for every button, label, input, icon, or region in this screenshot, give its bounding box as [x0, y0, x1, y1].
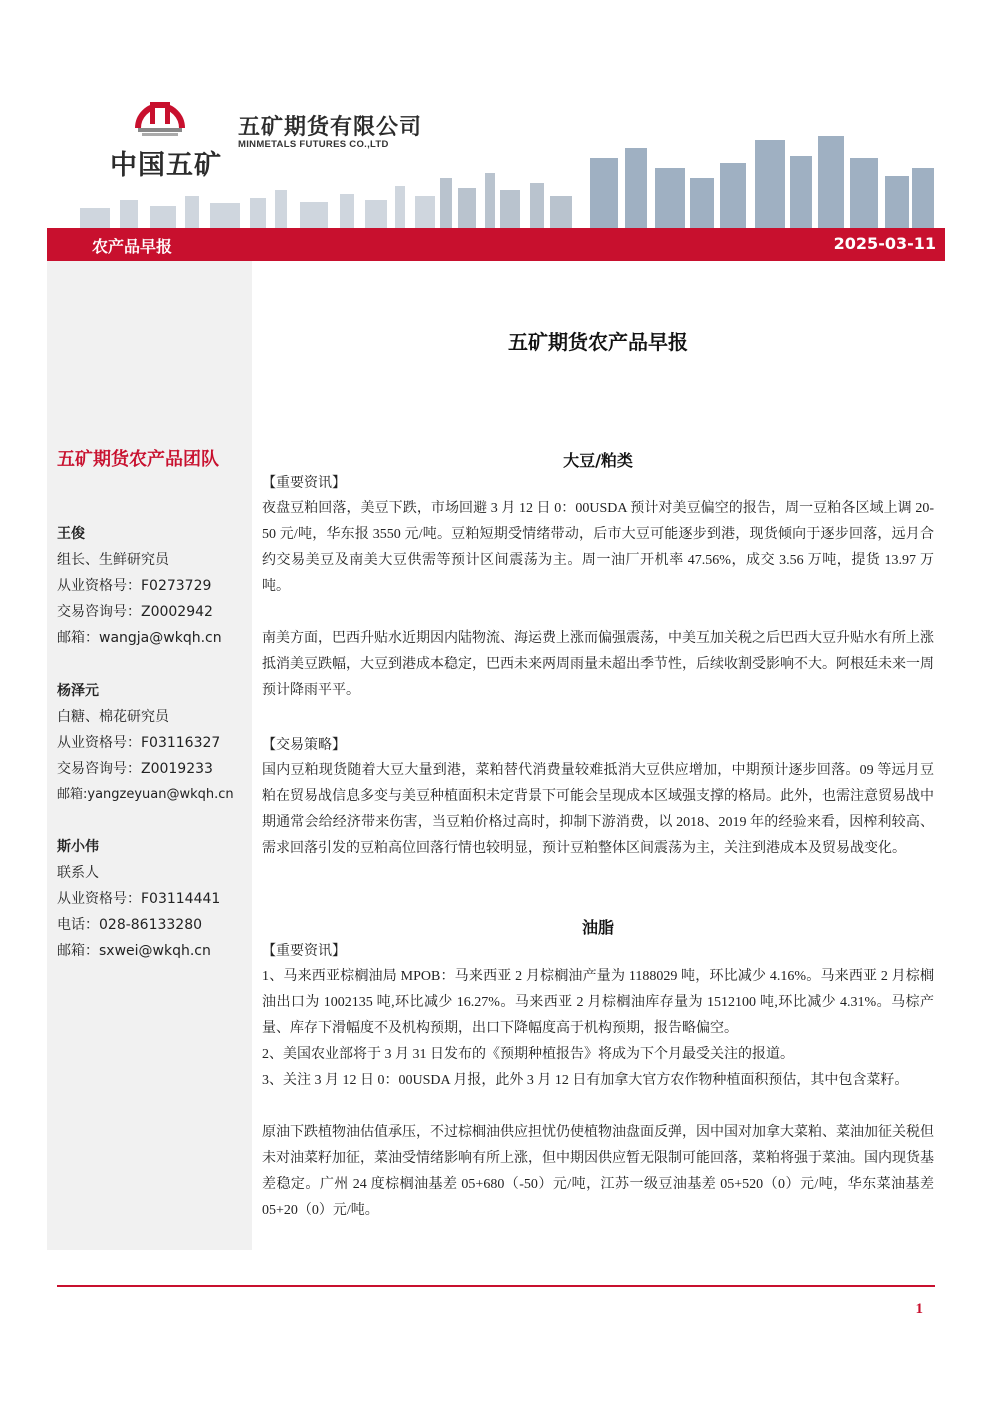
member-name: 王俊	[57, 526, 85, 542]
member-role: 联系人	[57, 865, 99, 881]
team-member	[57, 834, 220, 964]
company-name-cn: 五矿期货有限公司	[238, 115, 423, 140]
news-paragraph: 夜盘豆粕回落，美豆下跌，市场回避 3 月 12 日 0：00USDA 预计对美豆偏空的报告，周一豆粕各区域上调 20-50 元/吨，华东报 3550 元/吨。豆粕短期受情绪带动，后市大豆可能逐步到港，现货倾向于逐步回落，远月合约交易美豆及南美大豆供需等预计区间震荡为主。周一油厂开机率 47.56%，成交 3.56 万吨，提货 13.97 万吨。	[262, 501, 934, 594]
city-skyline-decoration	[60, 128, 940, 228]
member-cert: 从业资格号：F03116327	[57, 735, 221, 751]
news-item: 1、马来西亚棕榈油局 MPOB：马来西亚 2 月棕榈油产量为 1188029 吨，环比减少 4.16%。马来西亚 2 月棕榈油出口为 1002135 吨,环比减少 16.27%。马来西亚 2 月棕榈油库存量为 1512100 吨,环比减少 4.31%。马棕产量、库存下滑幅度不及机构预期，出口下降幅度高于机构预期，报告略偏空。	[262, 969, 934, 1036]
member-advisor-no: 交易咨询号：Z0002942	[57, 604, 213, 620]
member-role: 组长、生鲜研究员	[57, 552, 169, 568]
page-title: 五矿期货农产品早报	[508, 330, 688, 354]
group-logo-text: 中国五矿	[110, 150, 222, 181]
footer-divider	[57, 1285, 935, 1287]
team-title: 五矿期货农产品团队	[57, 449, 219, 470]
member-name: 斯小伟	[57, 839, 99, 855]
member-name: 杨泽元	[57, 683, 99, 699]
news-tag: 【重要资讯】	[262, 475, 346, 491]
member-email: 邮箱：wangja@wkqh.cn	[57, 630, 222, 646]
member-role: 白糖、棉花研究员	[57, 709, 169, 725]
member-email: 邮箱：sxwei@wkqh.cn	[57, 943, 211, 959]
report-date: 2025-03-11	[833, 234, 936, 253]
member-cert: 从业资格号：F0273729	[57, 578, 212, 594]
member-email: 邮箱:yangzeyuan@wkqh.cn	[57, 787, 234, 802]
member-phone: 电话：028-86133280	[57, 917, 203, 933]
news-item: 3、关注 3 月 12 日 0：00USDA 月报，此外 3 月 12 日有加拿大官方农作物种植面积预估，其中包含菜籽。	[262, 1073, 909, 1088]
team-member	[57, 678, 234, 808]
member-advisor-no: 交易咨询号：Z0019233	[57, 761, 213, 777]
member-cert: 从业资格号：F03114441	[57, 891, 221, 907]
company-name-en: MINMETALS FUTURES CO.,LTD	[238, 139, 389, 150]
team-member	[57, 521, 222, 651]
news-item: 2、美国农业部将于 3 月 31 日发布的《预期种植报告》将成为下个月最受关注的报道。	[262, 1047, 794, 1062]
section-title-soybean: 大豆/粕类	[563, 451, 633, 470]
report-header-bar	[47, 228, 945, 261]
analysis-paragraph: 原油下跌植物油估值承压，不过棕榈油供应担忧仍使植物油盘面反弹，因中国对加拿大菜粕、菜油加征关税但未对油菜籽加征，菜油受情绪影响有所上涨，但中期因供应暂无限制可能回落，菜粕将强于菜油。国内现货基差稳定。广州 24 度棕榈油基差 05+680（-50）元/吨，江苏一级豆油基差 05+520（0）元/吨，华东菜油基差 05+20（0）元/吨。	[262, 1125, 934, 1218]
strategy-paragraph: 国内豆粕现货随着大豆大量到港，菜粕替代消费量较难抵消大豆供应增加，中期预计逐步回落。09 等远月豆粕在贸易战信息多变与美豆种植面积未定背景下可能会呈现成本区域强支撑的格局。此外，也需注意贸易战中期通常会给经济带来伤害，当豆粕价格过高时，抑制下游消费，以 2018、2019 年的经验来看，因榨利较高、需求回落引发的豆粕高位回落行情也较明显，预计豆粕整体区间震荡为主，关注到港成本及贸易战变化。	[262, 763, 934, 856]
page-number: 1	[915, 1301, 923, 1317]
news-tag: 【重要资讯】	[262, 943, 346, 959]
strategy-tag: 【交易策略】	[262, 737, 346, 753]
section-title-oils: 油脂	[581, 918, 614, 937]
report-type: 农产品早报	[92, 237, 173, 256]
news-paragraph: 南美方面，巴西升贴水近期因内陆物流、海运费上涨而偏强震荡，中美互加关税之后巴西大豆升贴水有所上涨抵消美豆跌幅，大豆到港成本稳定，巴西未来两周雨量未超出季节性，后续收割受影响不大。阿根廷未来一周预计降雨平平。	[262, 631, 934, 698]
